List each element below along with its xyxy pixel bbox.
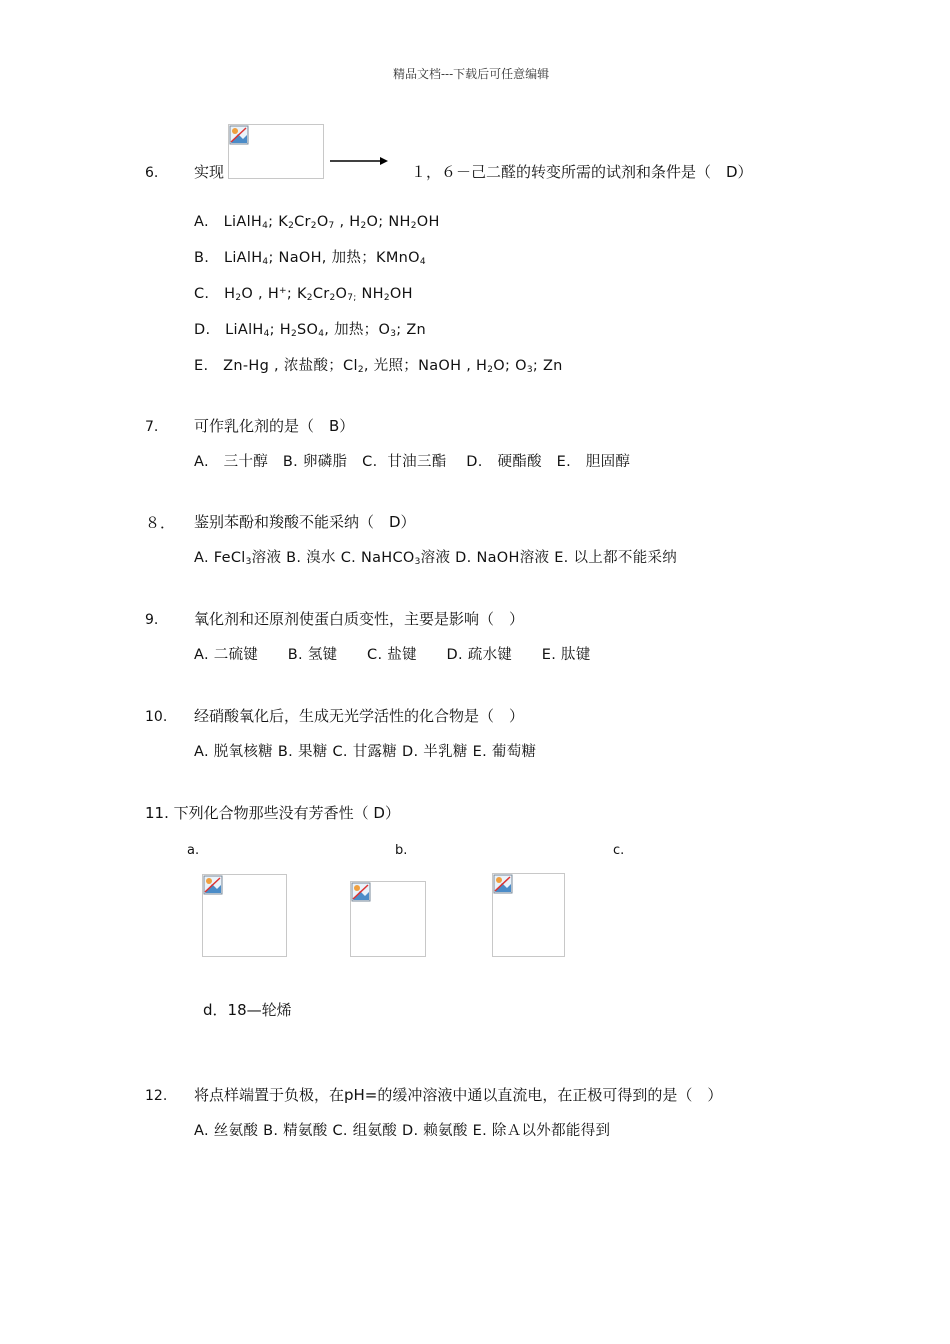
- question-6-number: 6.: [145, 165, 159, 181]
- question-9-number: 9.: [145, 612, 159, 628]
- question-9-stem: 氧化剂和还原剂使蛋白质变性，主要是影响（ ）: [194, 610, 525, 628]
- page-header: 精品文档---下载后可任意编辑: [393, 67, 550, 81]
- question-8-stem: 鉴别苯酚和羧酸不能采纳（ D）: [194, 513, 416, 531]
- compound-a-label: a.: [187, 843, 200, 858]
- question-10-stem: 经硝酸氧化后，生成无光学活性的化合物是（ ）: [194, 707, 525, 725]
- compound-d-label: d．18—轮烯: [203, 1001, 292, 1019]
- question-6-stem-start: 实现: [194, 163, 225, 181]
- question-6-option-b: B. LiAlH$_4$; NaOH, 加热；KMnO$_4$: [194, 250, 426, 267]
- question-10-number: 10.: [145, 709, 168, 725]
- compound-c-label: c.: [613, 843, 625, 858]
- reactant-structure-image: [228, 124, 324, 179]
- compound-b-label: b.: [395, 843, 408, 858]
- compound-a-image: [202, 874, 287, 957]
- question-6-option-d: D. LiAlH$_4$; $H_2SO_4$, 加热；$O_3$; Zn: [194, 322, 427, 339]
- question-9-options: A. 二硫键 B. 氢键 C. 盐键 D. 疏水键 E. 肽键: [194, 647, 591, 663]
- question-7-options: A. 三十醇 B. 卵磷脂 C．甘油三酯 D. 硬酯酸 E. 胆固醇: [194, 454, 631, 470]
- broken-image-icon: [493, 874, 513, 894]
- question-7-stem: 可作乳化剂的是（ B）: [194, 417, 355, 435]
- compound-c-image: [492, 873, 565, 957]
- question-6-option-e: E. Zn-Hg , 浓盐酸；$Cl_2$, 光照；NaOH , $H_2O$; $O_3$; Zn: [194, 358, 563, 375]
- broken-image-icon: [351, 882, 371, 902]
- reaction-arrow-icon: [330, 154, 390, 168]
- question-6-option-a: A. LiAlH$_4$; $K_2Cr_2O_7$ , $H_2O$; $NH_2OH$: [194, 214, 440, 231]
- question-6-stem-end: １，６－己二醛的转变所需的试剂和条件是（ D）: [411, 163, 753, 181]
- question-7-number: 7.: [145, 419, 159, 435]
- question-12-stem: 将点样端置于负极，在pH=的缓冲溶液中通以直流电，在正极可得到的是（ ）: [194, 1086, 723, 1104]
- broken-image-icon: [203, 875, 223, 895]
- question-12-number: 12.: [145, 1088, 168, 1104]
- question-6-option-c: C. $H_2O$ , H+; $K_2Cr_2O_{7;}$ $NH_2OH$: [194, 286, 413, 303]
- question-10-options: A. 脱氧核糖 B. 果糖 C. 甘露糖 D. 半乳糖 E. 葡萄糖: [194, 744, 537, 760]
- broken-image-icon: [229, 125, 249, 145]
- question-8-options: A. FeCl$_3$溶液 B. 溴水 C. NaHCO$_3$溶液 D. NaOH溶液 E. 以上都不能采纳: [194, 550, 678, 567]
- compound-b-image: [350, 881, 426, 957]
- question-12-options: A. 丝氨酸 B. 精氨酸 C. 组氨酸 D. 赖氨酸 E. 除Ａ以外都能得到: [194, 1123, 611, 1139]
- question-8-number: ８．: [145, 514, 176, 532]
- question-11-stem: 11. 下列化合物那些没有芳香性（ D）: [145, 804, 400, 822]
